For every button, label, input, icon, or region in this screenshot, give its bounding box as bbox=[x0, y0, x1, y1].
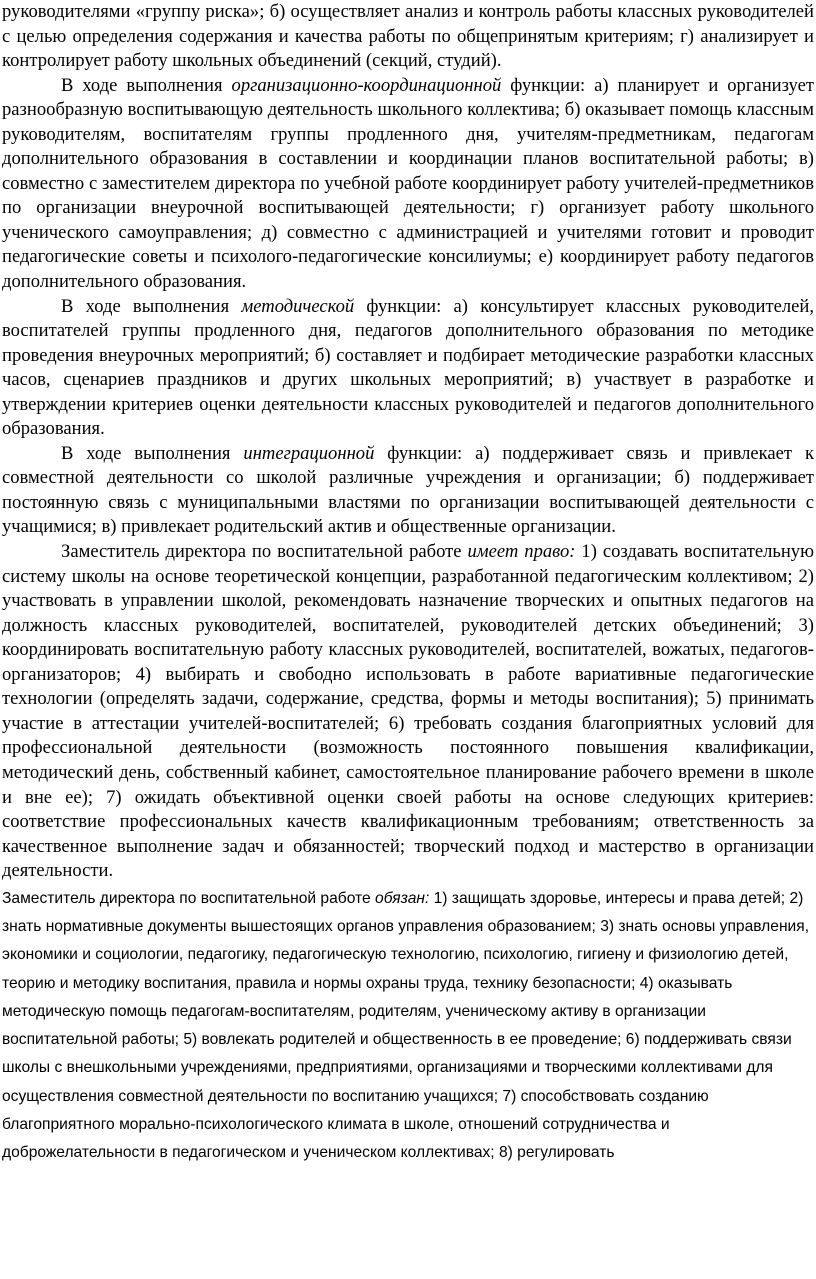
paragraph-text: 1) защищать здоровье, интересы и права детей; 2) знать нормативные документы вышестоящих органов управления образованием; 3) знать основы управления, экономики и социологии, педагогику, педагогическую технологию, психологию, гигиену и физиологию детей, теорию и методику воспитания, правила и нормы охраны труда, технику безопасности; 4) оказывать методическую помощь педагогам-воспитателям, родителям, ученическому активу в организации воспитательной работы; 5) вовлекать родителей и общественность в ее проведение; 6) поддерживать связи школы с внешкольными учреждениями, предприятиями, организациями и творческими коллективами для осуществления совместной деятельности по воспитанию учащихся; 7) способствовать созданию благоприятного морально-психологического климата в школе, отношений сотрудничества и доброжелательности в педагогическом и ученическом коллективах; 8) регулировать bbox=[2, 889, 810, 1162]
emphasized-term: обязан: bbox=[375, 889, 430, 907]
paragraph-lead-text: Заместитель директора по воспитательной работе bbox=[2, 889, 376, 907]
paragraph-continuation bbox=[2, 0, 814, 74]
paragraph-text: функции: а) планирует и организует разнообразную воспитывающую деятельность школьного коллектива; б) оказывает помощь классным руководителям, воспитателям группы продленного дня, учителям-предметникам, педагогам дополнительного образования в составлении и координации планов воспитательной работы; в) совместно с заместителем директора по учебной работе координирует работу учителей-предметников по организации внеурочной воспитывающей деятельности; г) организует работу школьного ученического самоуправления; д) совместно с администрацией и учителями готовит и проводит педагогические советы и психолого-педагогические консилиумы; е) координирует работу педагогов дополнительного образования. bbox=[2, 74, 814, 293]
paragraph-rights bbox=[2, 540, 814, 884]
paragraph-organizational-function bbox=[2, 74, 814, 295]
paragraph-duties bbox=[2, 884, 814, 1168]
emphasized-term: организационно-координационной bbox=[231, 74, 502, 96]
emphasized-term: интеграционной bbox=[243, 442, 375, 464]
paragraph-lead-text: В ходе выполнения bbox=[61, 74, 232, 96]
paragraph-text: функции: а) поддерживает связь и привлекает к совместной деятельности со школой различные учреждения и организации; б) поддерживает постоянную связь с муниципальными властями по организации воспитывающей деятельности с учащимися; в) привлекает родительский актив и общественные организации. bbox=[2, 442, 815, 538]
paragraph-methodical-function bbox=[2, 295, 814, 442]
emphasized-term: методической bbox=[241, 295, 355, 317]
paragraph-text: 1) создавать воспитательную систему школы на основе теоретической концепции, разработанной педагогическим коллективом; 2) участвовать в управлении школой, рекомендовать назначение творческих и опытных педагогов на должность классных руководителей, воспитателей, руководителей детских объединений; 3) координировать воспитательную работу классных руководителей, воспитателей, вожатых, педагогов-организаторов; 4) выбирать и свободно использовать в работе вариативные педагогические технологии (определять задачи, содержание, средства, формы и методы воспитания); 5) принимать участие в аттестации учителей-воспитателей; 6) требовать создания благоприятных условий для профессиональной деятельности (возможность постоянного повышения квалификации, методический день, собственный кабинет, самостоятельное планирование рабочего времени в школе и вне ее); 7) ожидать объективной оценки своей работы на основе следующих критериев: соответствие профессиональных качеств квалификационным требованиям; ответственность за качественное выполнение задач и обязанностей; творческий подход и мастерство в организации деятельности. bbox=[2, 541, 814, 882]
paragraph-text: функции: а) консультирует классных руководителей, воспитателей группы продленного дня, педагогов дополнительного образования по методике проведения внеурочных мероприятий; б) составляет и подбирает методические разработки классных часов, сценариев праздников и других школьных мероприятий; в) участвует в разработке и утверждении критериев оценки деятельности классных руководителей и педагогов дополнительного образования. bbox=[2, 295, 814, 440]
paragraph-lead-text: Заместитель директора по воспитательной работе bbox=[61, 541, 468, 563]
paragraph-lead-text: В ходе выполнения bbox=[61, 442, 244, 464]
paragraph-integration-function bbox=[2, 442, 814, 540]
emphasized-term: имеет право: bbox=[467, 541, 576, 563]
paragraph-lead-text: В ходе выполнения bbox=[61, 295, 242, 317]
document-body bbox=[2, 0, 814, 884]
paragraph-text: руководителями «группу риска»; б) осуществляет анализ и контроль работы классных руководителей с целью определения содержания и качества работы по общепринятым критериям; г) анализирует и контролирует работу школьных объединений (секций, студий). bbox=[2, 1, 814, 72]
